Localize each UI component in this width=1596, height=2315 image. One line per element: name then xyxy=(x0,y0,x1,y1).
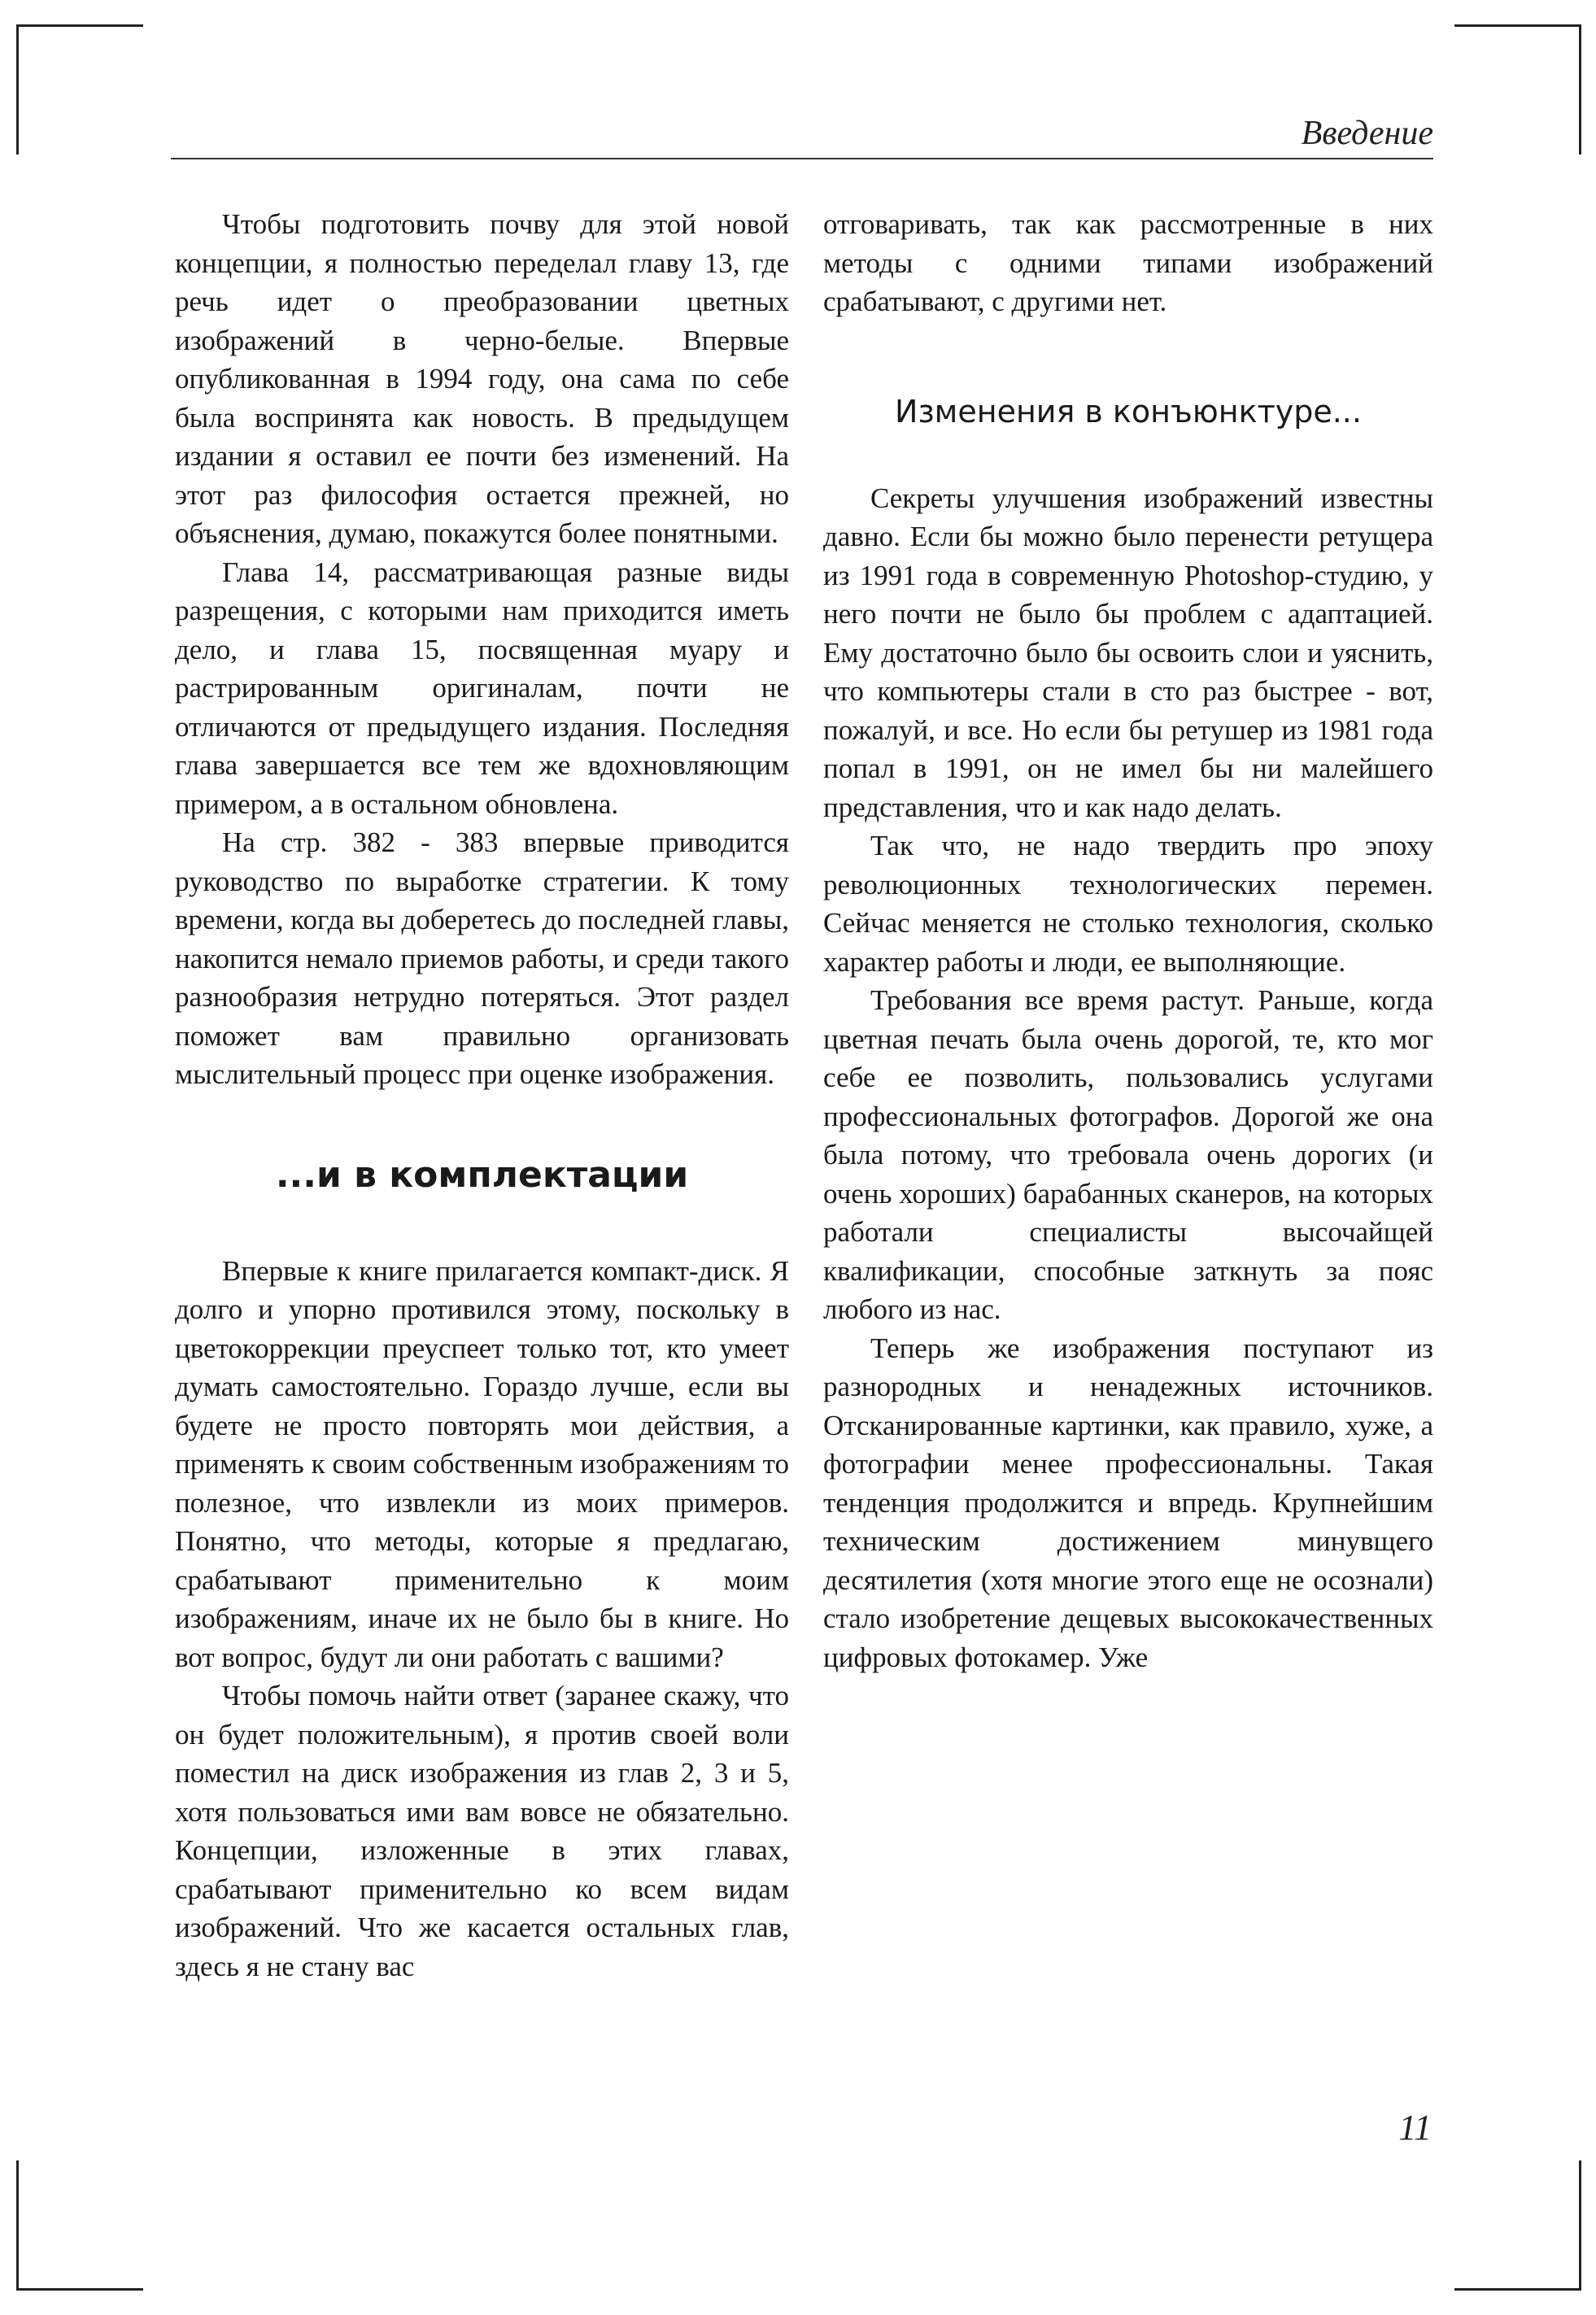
running-header-title: Введение xyxy=(1301,115,1433,152)
paragraph: Впервые к книге прилагается компакт-диск. Я долго и упорно противился этому, поскольку в цветокоррекции преуспеет только тот, кто умеет думать самостоятельно. Гораздо лучше, если вы будете не просто повторять мои действия, а применять к своим собственным изображениям то полезное, что извлекли из моих примеров. Понятно, что методы, которые я предлагаю, срабатывают применительно к моим изображениям, иначе их не было бы в книге. Но вот вопрос, будут ли они работать с вашими? xyxy=(175,1254,789,1673)
crop-mark-top-left-h xyxy=(16,24,143,27)
section-heading-market: Изменения в конъюнктуре... xyxy=(895,393,1362,429)
paragraph: Требования все время растут. Раньше, когда цветная печать была очень дорогой, те, кто мог себе ее позволить, пользовались услугами профессиональных фотографов. Дорогой же она была потому, что требовала очень дорогих (и очень хороших) барабанных сканеров, на которых работали специалисты высочайщей квалификации, способные заткнуть за пояс любого из нас. xyxy=(823,984,1433,1325)
header-rule xyxy=(171,158,1433,159)
right-column xyxy=(823,205,1433,1676)
paragraph: Теперь же изображения поступают из разнородных и ненадежных источников. Отсканированные картинки, как правило, хуже, а фотографии менее профессиональны. Такая тенденция продолжится и впредь. Крупнейшим техническим достижением минувщего десятилетия (хотя многие этого еще не осознали) стало изобретение дещевых высококачественных цифровых фотокамер. Уже xyxy=(823,1332,1433,1673)
paragraph: На стр. 382 - 383 впервые приводится руководство по выработке стратегии. К тому времени, когда вы доберетесь до последней главы, накопится немало приемов работы, и среди такого разнообразия нетрудно потеряться. Этот раздел поможет вам правильно организовать мыслительный процесс при оценке изображения. xyxy=(175,826,789,1090)
crop-mark-bottom-left-h xyxy=(16,2288,143,2291)
paragraph: Глава 14, рассматривающая разные виды разрещения, с которыми нам приходится иметь дело, и глава 15, посвященная муару и растрированным оригиналам, почти не отличаются от предыдущего издания. Последняя глава завершается все тем же вдохновляющим примером, а в остальном обновлена. xyxy=(175,556,789,820)
crop-mark-bottom-left-v xyxy=(16,2160,19,2291)
paragraph: Чтобы помочь найти ответ (заранее скажу, что он будет положительным), я против своей воли поместил на диск изображения из глав 2, 3 и 5, хотя пользоваться ими вам вовсе не обязательно. Концепции, изложенные в этих главах, срабатывают применительно ко всем видам изображений. Что же касается остальных глав, здесь я не стану вас xyxy=(175,1680,789,1982)
left-column xyxy=(175,205,789,1986)
crop-mark-top-right-v xyxy=(1579,24,1581,155)
crop-mark-bottom-right-v xyxy=(1579,2160,1581,2291)
crop-mark-top-right-h xyxy=(1454,24,1581,27)
paragraph: Секреты улучшения изображений известны давно. Если бы можно было перенести ретущера из 1991 года в современную Photoshop-студию, у него почти не было бы проблем с адаптацией. Ему достаточно было бы освоить слои и уяснить, что компьютеры стали в сто раз быстрее - вот, пожалуй, и все. Но если бы ретушер из 1981 года попал в 1991, он не имел бы ни малейшего представления, что и как надо делать. xyxy=(823,482,1433,823)
crop-mark-bottom-right-h xyxy=(1454,2288,1581,2291)
page-number: 11 xyxy=(1398,2108,1432,2147)
crop-mark-top-left-v xyxy=(16,24,19,155)
paragraph: Чтобы подготовить почву для этой новой концепции, я полностью переделал главу 13, где речь идет о преобразовании цветных изображений в черно-белые. Впервые опубликованная в 1994 году, она сама по себе была воспринята как новость. В предыдущем издании я оставил ее почти без изменений. На этот раз философия остается прежней, но объяснения, думаю, покажутся более понятными. xyxy=(175,208,789,549)
section-heading-equipment: ...и в комплектации xyxy=(275,1153,689,1196)
paragraph-continuation: отговаривать, так как рассмотренные в них методы с одними типами изображений срабатывают, с другими нет. xyxy=(823,208,1433,317)
paragraph: Так что, не надо твердить про эпоху революционных технологических перемен. Сейчас меняется не столько технология, сколько характер работы и люди, ее выполняющие. xyxy=(823,830,1433,978)
